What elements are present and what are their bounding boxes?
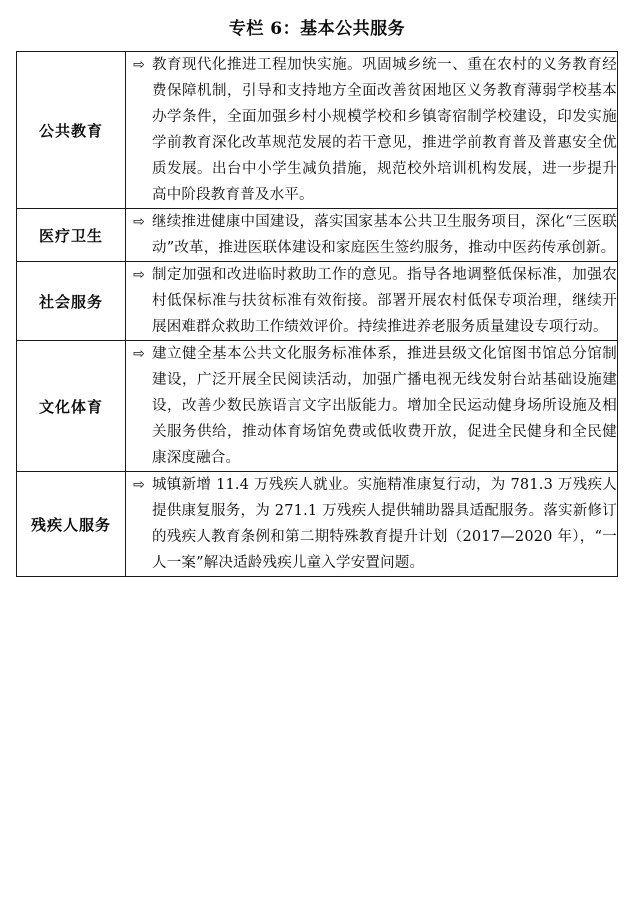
row-text: 建立健全基本公共文化服务标准体系，推进县级文化馆图书馆总分馆制建设，广泛开展全民阅读活动，加强广播电视无线发射台站基础设施建设，改善少数民族语言文字出版能力。增加全民运动健身场所设施及相关服务供给，推动体育场馆免费或低收费开放，促进全民健身和全民健康深度融合。 [152, 346, 617, 466]
hollow-right-arrow-icon: ⇨ [133, 57, 145, 73]
row-inner [126, 262, 617, 340]
row-category-cell [17, 472, 126, 577]
row-text: 城镇新增 11.4 万残疾人就业。实施精准康复行动，为 781.3 万残疾人提供康复服务，为 271.1 万残疾人提供辅助器具适配服务。落实新修订的残疾人教育条例和第二期特殊教育提升计划（2017—2020 年），“一人一案”解决适龄残疾儿童入学安置问题。 [152, 477, 617, 571]
hollow-right-arrow-icon: ⇨ [133, 346, 145, 362]
category-label: 社会服务 [38, 292, 103, 311]
row-content-cell [126, 209, 618, 262]
row-content-cell [126, 341, 618, 472]
row-inner [126, 472, 617, 576]
row-text: 教育现代化推进工程加快实施。巩固城乡统一、重在农村的义务教育经费保障机制，引导和支持地方全面改善贫困地区义务教育薄弱学校基本办学条件，全面加强乡村小规模学校和乡镇寄宿制学校建设，印发实施学前教育深化改革规范发展的若干意见，推进学前教育普及普惠安全优质发展。出台中小学生减负措施，规范校外培训机构发展，进一步提升高中阶段教育普及水平。 [152, 57, 617, 203]
category-label: 文化体育 [38, 397, 103, 416]
hollow-right-arrow-icon: ⇨ [133, 267, 145, 283]
page-title: 专栏 6：基本公共服务 [228, 19, 406, 39]
hollow-right-arrow-icon: ⇨ [133, 477, 145, 493]
row-category-cell [17, 209, 126, 262]
hollow-right-arrow-icon: ⇨ [133, 214, 145, 230]
table-body [17, 52, 618, 577]
row-inner [126, 209, 617, 261]
document-page [0, 14, 634, 913]
category-label: 公共教育 [38, 121, 103, 140]
row-content-cell [126, 52, 618, 209]
category-label: 医疗卫生 [38, 226, 103, 245]
row-category-cell [17, 52, 126, 209]
table-row [17, 52, 618, 209]
row-category-cell [17, 262, 126, 341]
table-row [17, 209, 618, 262]
table-row [17, 472, 618, 577]
row-content-cell [126, 262, 618, 341]
row-category-cell [17, 341, 126, 472]
table-row [17, 262, 618, 341]
row-content-cell [126, 472, 618, 577]
row-text: 制定加强和改进临时救助工作的意见。指导各地调整低保标准，加强农村低保标准与扶贫标准有效衔接。部署开展农村低保专项治理，继续开展困难群众救助工作绩效评价。持续推进养老服务质量建设专项行动。 [152, 267, 617, 335]
public-services-table [16, 51, 618, 577]
category-label: 残疾人服务 [30, 515, 111, 534]
row-inner [126, 52, 617, 208]
table-row [17, 341, 618, 472]
row-inner [126, 341, 617, 471]
row-text: 继续推进健康中国建设，落实国家基本公共卫生服务项目，深化“三医联动”改革，推进医联体建设和家庭医生签约服务，推动中医药传承创新。 [152, 214, 617, 256]
